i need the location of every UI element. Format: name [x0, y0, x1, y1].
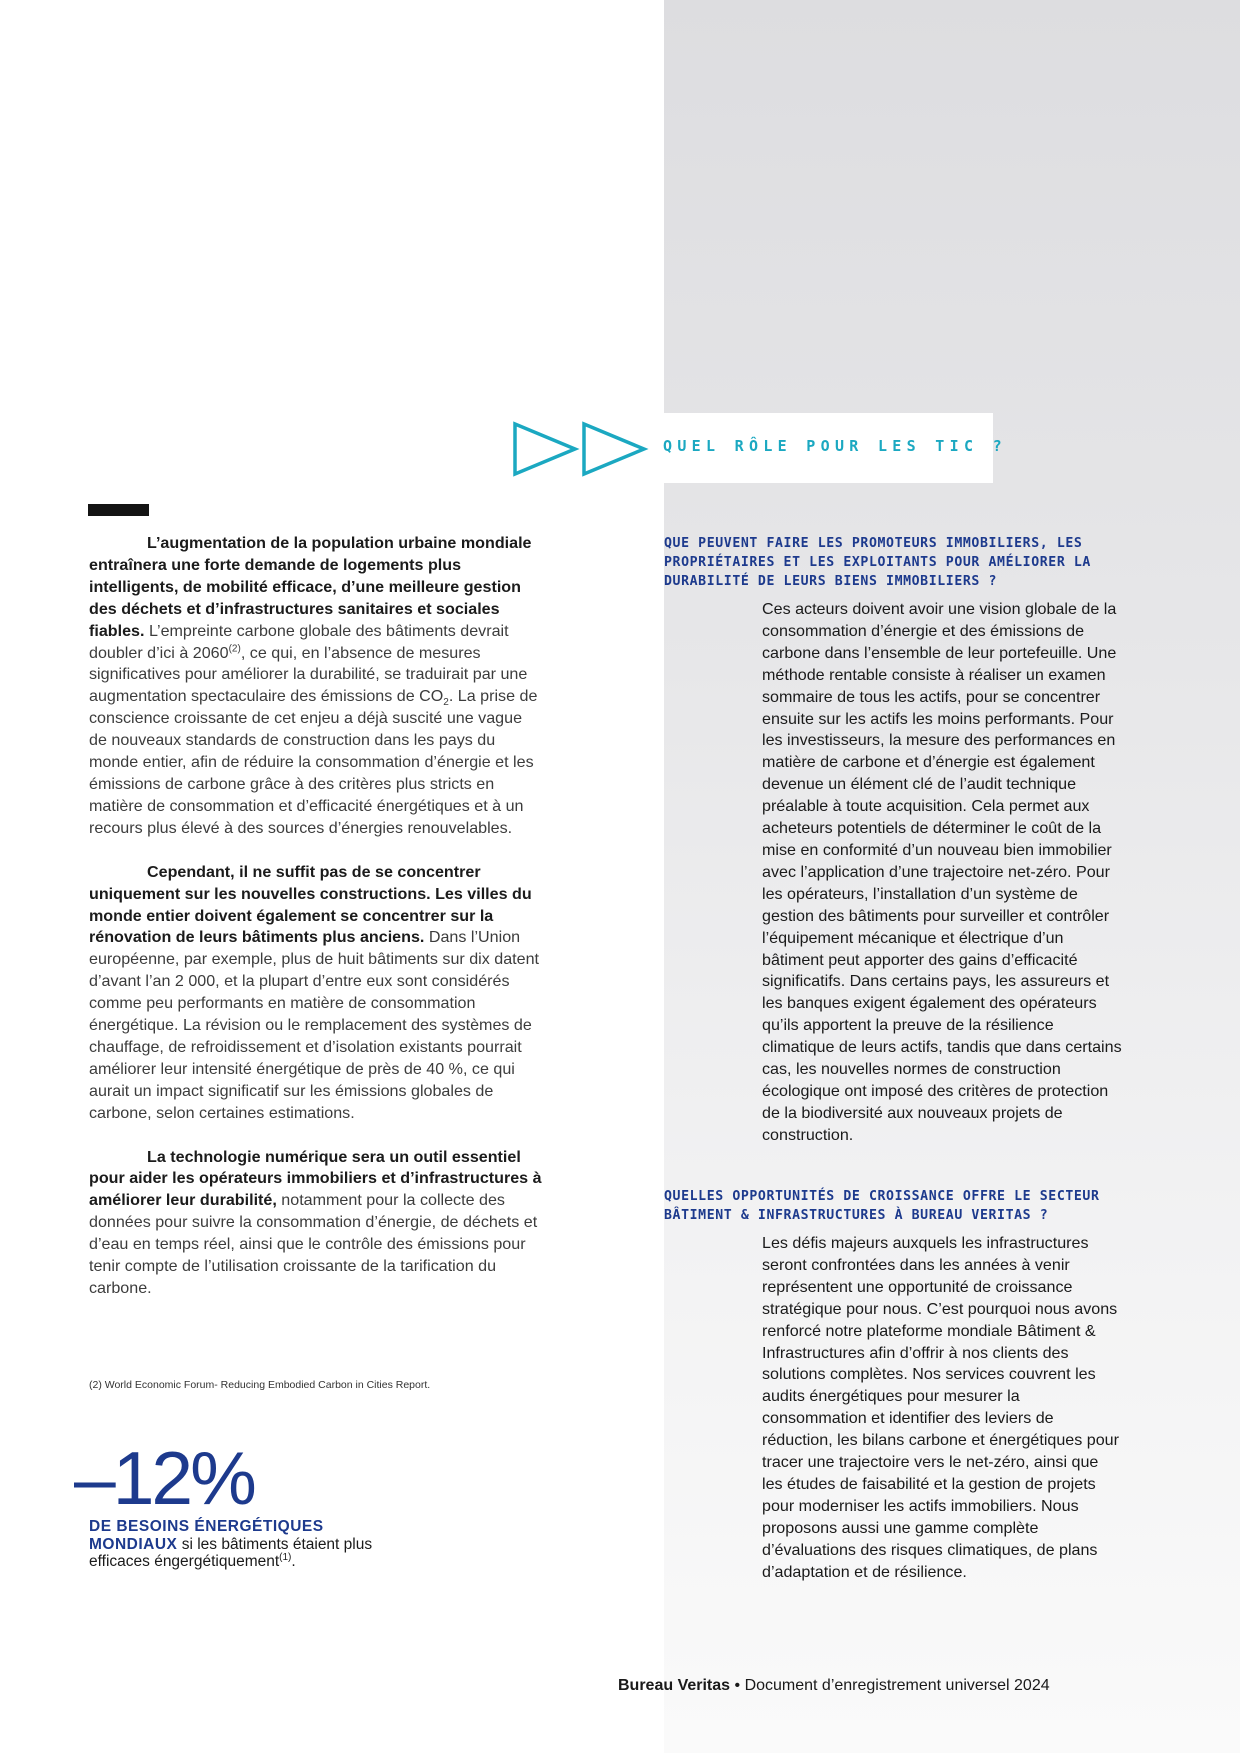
footer-document-title: Document d’enregistrement universel 2024	[744, 1677, 1050, 1694]
left-column	[89, 533, 544, 1322]
paragraph-1-lead: L’augmentation de la population urbaine mondiale entraînera une forte demande de logements plus intelligents, de mobilité efficace, d’une meilleure gestion des déchets et d’infrastructures sanitaires et sociales fiables.	[89, 534, 532, 640]
page-footer: Bureau Veritas • Document d’enregistrement universel 2024	[618, 1677, 1050, 1694]
paragraph-1: L’augmentation de la population urbaine mondiale entraînera une forte demande de logements plus intelligents, de mobilité efficace, d’une meilleure gestion des déchets et d’infrastructures sanitaires et sociales fiables. L’empreinte carbone globale des bâtiments devrait doubler d’ici à 2060$^{(2)}$, ce qui, en l’absence de mesures significatives pour améliorer la durabilité, se traduirait par une augmentation spectaculaire des émissions de $CO_2$. La prise de conscience croissante de cet enjeu a déjà suscité une vague de nouveaux standards de construction dans les pays du monde entier, afin de réduire la consommation d’énergie et les émissions de carbone grâce à des critères plus stricts en matière de consommation et d’efficacité énergétiques et à un recours plus élevé à des sources d’énergies renouvelables.	[89, 534, 538, 837]
double-chevron-icon	[512, 419, 650, 479]
footnote: (2) World Economic Forum- Reducing Embodied Carbon in Cities Report.	[89, 1379, 431, 1391]
question-heading-1: QUE PEUVENT FAIRE LES PROMOTEURS IMMOBILIERS, LES PROPRIÉTAIRES ET LES EXPLOITANTS POUR AMÉLIORER LA DURABILITÉ DE LEURS BIENS IMMOBILIERS ?	[664, 536, 1091, 589]
footer-brand: Bureau Veritas	[618, 1677, 731, 1694]
section-title: QUEL RÔLE POUR LES TIC ?	[663, 437, 1007, 455]
kpi-caption: DE BESOINS ÉNERGÉTIQUES MONDIAUX si les bâtiments étaient plus efficaces éngergétiquement$^{(1)}$.	[89, 1518, 373, 1570]
paragraph-2-lead: Cependant, il ne suffit pas de se concentrer uniquement sur les nouvelles constructions. Les villes du monde entier doivent également se concentrer sur la rénovation de leurs bâtiments plus anciens.	[89, 862, 532, 947]
paragraph-3-lead: La technologie numérique sera un outil essentiel pour aider les opérateurs immobiliers et d’infrastructures à améliorer leur durabilité,	[89, 1147, 542, 1210]
question-heading-2: QUELLES OPPORTUNITÉS DE CROISSANCE OFFRE LE SECTEUR BÂTIMENT & INFRASTRUCTURES À BUREAU VERITAS ?	[664, 1189, 1100, 1223]
answer-1: Ces acteurs doivent avoir une vision globale de la consommation d’énergie et des émissions de carbone dans l’ensemble de leur portefeuille. Une méthode rentable consiste à réaliser un examen sommaire de tous les actifs, pour se concentrer ensuite sur les actifs les moins performants. Pour les investisseurs, la mesure des performances en matière de carbone et d’énergie est également devenue un élément clé de l’audit technique préalable à toute acquisition. Cela permet aux acheteurs potentiels de déterminer le coût de la mise en conformité d’un nouveau bien immobilier avec l’application d’une trajectoire net-zéro. Pour les opérateurs, l’installation d’un système de gestion des bâtiments pour surveiller et contrôler l’équipement mécanique et électrique d’un bâtiment peut apporter des gains d’efficacité significatifs. Dans certains pays, les assureurs et les banques exigent également des opérateurs qu’ils apportent la preuve de la résilience climatique de leurs actifs, tandis que dans certains cas, les nouvelles normes de construction écologique ont imposé des critères de protection de la biodiversité aux nouveaux projets de construction.	[762, 600, 1122, 1144]
kpi-highlight: DE BESOINS ÉNERGÉTIQUES MONDIAUX	[89, 1518, 324, 1553]
decorative-bar	[88, 504, 149, 516]
kpi-figure: –12%	[74, 1436, 254, 1520]
paragraph-2: Cependant, il ne suffit pas de se concentrer uniquement sur les nouvelles constructions. Les villes du monde entier doivent également se concentrer sur la rénovation de leurs bâtiments plus anciens. Dans l’Union européenne, par exemple, plus de huit bâtiments sur dix datent d’avant l’an 2 000, et la plupart d’entre eux sont considérés comme peu performants en matière de consommation énergétique. La révision ou le remplacement des systèmes de chauffage, de refroidissement et d’isolation existants pourrait améliorer leur intensité énergétique de près de 40 %, ce qui aurait un impact significatif sur les émissions globales de carbone, selon certaines estimations.	[89, 862, 540, 1122]
paragraph-3: La technologie numérique sera un outil essentiel pour aider les opérateurs immobiliers et d’infrastructures à améliorer leur durabilité, notamment pour la collecte des données pour suivre la consommation d’énergie, de déchets et d’eau en temps réel, ainsi que le contrôle des émissions pour tenir compte de l’utilisation croissante de la tarification du carbone.	[89, 1147, 542, 1297]
answer-2: Les défis majeurs auxquels les infrastructures seront confrontées dans les années à venir représentent une opportunité de croissance stratégique pour nous. C’est pourquoi nous avons renforcé notre plateforme mondiale Bâtiment & Infrastructures afin d’offrir à nos clients des solutions complètes. Nos services couvrent les audits énergétiques pour mesurer la consommation et identifier des leviers de réduction, les bilans carbone et énergétiques pour tracer une trajectoire vers le net-zéro, ainsi que les études de faisabilité et la gestion de projets pour moderniser les actifs immobiliers. Nous proposons aussi une gamme complète d’évaluations des risques climatiques, de plans d’adaptation et de résilience.	[762, 1234, 1119, 1581]
